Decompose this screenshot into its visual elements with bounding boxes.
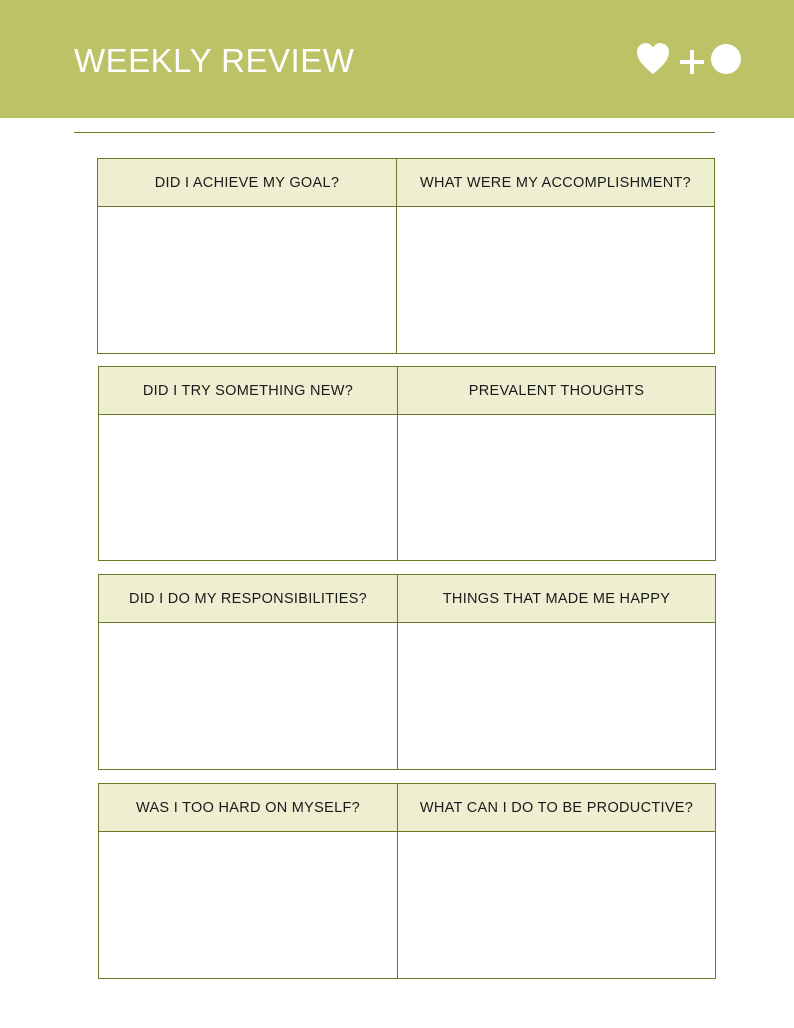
page-title: WEEKLY REVIEW (74, 42, 355, 79)
answer-box-prevalent-thoughts[interactable] (398, 415, 715, 560)
question-prevalent-thoughts: PREVALENT THOUGHTS (398, 367, 715, 415)
question-did-i-do-my-responsibilities: DID I DO MY RESPONSIBILITIES? (99, 575, 398, 623)
answer-box-too-hard[interactable] (99, 832, 398, 978)
divider-line (74, 132, 715, 133)
review-section-4 (98, 783, 716, 979)
heart-icon (637, 43, 669, 74)
heart-plus-circle-logo (636, 42, 742, 78)
answer-box-happy[interactable] (398, 623, 715, 769)
question-did-i-try-something-new: DID I TRY SOMETHING NEW? (99, 367, 398, 415)
question-did-i-achieve-my-goal: DID I ACHIEVE MY GOAL? (98, 159, 397, 207)
question-what-can-i-do-to-be-productive: WHAT CAN I DO TO BE PRODUCTIVE? (398, 784, 715, 832)
answer-box-accomplishment[interactable] (397, 207, 714, 353)
review-section-1 (97, 158, 715, 354)
question-what-were-my-accomplishment: WHAT WERE MY ACCOMPLISHMENT? (397, 159, 714, 207)
question-things-that-made-me-happy: THINGS THAT MADE ME HAPPY (398, 575, 715, 623)
header-banner (0, 0, 794, 118)
answer-box-responsibilities[interactable] (99, 623, 398, 769)
answer-box-goal[interactable] (98, 207, 397, 353)
answer-box-productive[interactable] (398, 832, 715, 978)
plus-icon-vertical (690, 50, 694, 74)
review-section-2 (98, 366, 716, 561)
answer-box-something-new[interactable] (99, 415, 398, 560)
review-section-3 (98, 574, 716, 770)
circle-icon (711, 44, 741, 74)
question-was-i-too-hard-on-myself: WAS I TOO HARD ON MYSELF? (99, 784, 398, 832)
